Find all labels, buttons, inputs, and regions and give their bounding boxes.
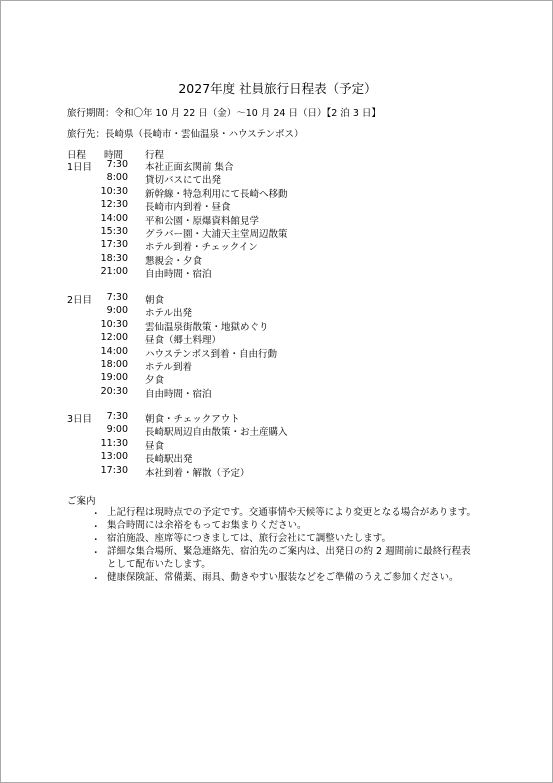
schedule-activity: 新幹線・特急利用にて長崎へ移動	[145, 188, 288, 200]
schedule-activity: 長崎市内到着・昼食	[145, 202, 231, 214]
note-body	[107, 571, 459, 584]
schedule-activity: 本社到着・解散（予定）	[145, 467, 250, 479]
schedule-row	[1, 186, 553, 199]
schedule-activity: 本社正面玄関前 集合	[145, 162, 234, 173]
schedule-row	[1, 411, 553, 424]
schedule-row	[1, 451, 553, 464]
schedule-time: 8:00	[106, 172, 128, 184]
schedule-activity: 長崎駅出発	[145, 454, 193, 466]
schedule-time: 20:30	[100, 385, 128, 397]
note-text: として配布いたします。	[107, 559, 211, 570]
schedule-time: 15:30	[100, 226, 128, 237]
schedule-row	[1, 305, 553, 318]
schedule-row	[1, 319, 553, 332]
schedule-activity: 雲仙温泉街散策・地獄めぐり	[145, 321, 269, 333]
schedule-activity: 朝食・チェックアウト	[145, 414, 240, 425]
schedule-activity: 昼食（郷土料理）	[145, 335, 222, 347]
schedule-time: 7:30	[106, 411, 128, 422]
schedule-activity: ホテル到着	[145, 362, 193, 373]
schedule-row	[1, 372, 553, 385]
schedule-time: 9:00	[106, 424, 128, 436]
schedule-time: 18:30	[100, 252, 128, 264]
schedule-activity: 貸切バスにて出発	[145, 175, 222, 187]
schedule-activity: 懇親会・夕食	[145, 255, 203, 267]
schedule-time: 18:00	[100, 359, 128, 370]
schedule-row	[1, 172, 553, 185]
travel-period: 旅行期間：令和〇年 10 月 22 日（金）～10 月 24 日（日）【2 泊 3 日】	[67, 108, 381, 119]
schedule-row	[1, 346, 553, 359]
schedule-time: 10:30	[100, 185, 128, 197]
schedule-time: 7:30	[106, 292, 128, 303]
note-text: 上記行程は現時点での予定です。交通事情や天候等により変更となる場合があります。	[107, 507, 476, 518]
schedule-time: 9:00	[106, 305, 128, 317]
notes-title: ご案内	[67, 496, 96, 507]
schedule-activity: ホテル到着・チェックイン	[145, 242, 258, 254]
schedule-row	[1, 332, 553, 345]
schedule-row	[1, 424, 553, 437]
schedule-time: 12:00	[100, 332, 128, 344]
schedule-activity: 朝食	[145, 295, 165, 306]
schedule-day: 3日目	[67, 414, 93, 425]
note-text: 詳細な集合場所、緊急連絡先、宿泊先のご案内は、出発日の約 2 週間前に最終行程表	[107, 546, 471, 557]
bullet-icon: ・	[91, 548, 101, 559]
schedule-row	[1, 438, 553, 451]
schedule-row	[1, 213, 553, 226]
schedule-row	[1, 359, 553, 372]
header-day: 日程	[67, 150, 87, 161]
schedule-time: 11:30	[100, 437, 128, 449]
schedule-activity: 夕食	[145, 375, 165, 387]
bullet-icon: ・	[91, 522, 101, 533]
schedule-activity: ハウステンボス到着・自由行動	[145, 348, 278, 360]
schedule-row	[1, 266, 553, 279]
bullet-icon: ・	[91, 574, 101, 585]
schedule-time: 10:30	[100, 318, 128, 330]
schedule-activity: 昼食	[145, 440, 165, 452]
schedule-row	[1, 226, 553, 239]
schedule-time: 17:30	[100, 464, 128, 476]
schedule-activity: 長崎駅周辺自由散策・お土産購入	[145, 427, 288, 439]
header-activity: 行程	[145, 150, 165, 161]
schedule-row	[1, 292, 553, 305]
bullet-icon: ・	[91, 509, 101, 520]
note-body	[107, 545, 471, 571]
schedule-row	[1, 386, 553, 399]
schedule-row	[1, 199, 553, 212]
schedule-activity: 自由時間・宿泊	[145, 388, 212, 400]
schedule-row	[1, 159, 553, 172]
schedule-row	[1, 465, 553, 478]
bullet-icon: ・	[91, 535, 101, 546]
schedule-time: 13:00	[100, 451, 128, 463]
note-text: 宿泊施設、座席等につきましては、旅行会社にて調整いたします。	[107, 533, 392, 544]
schedule-activity: 自由時間・宿泊	[145, 269, 212, 281]
schedule-day: 1日目	[67, 162, 93, 173]
header-time: 時間	[104, 150, 124, 161]
note-body	[107, 519, 307, 532]
document-title: 2027年度 社員旅行日程表（予定）	[178, 81, 377, 96]
schedule-activity: ホテル出発	[145, 308, 193, 320]
schedule-activity: 平和公園・原爆資料館見学	[145, 215, 260, 227]
schedule-time: 21:00	[100, 266, 128, 278]
schedule-row	[1, 239, 553, 252]
schedule-activity: グラバー園・大浦天主堂周辺散策	[145, 229, 288, 240]
note-text: 健康保険証、常備薬、雨具、動きやすい服装などをご準備のうえご参加ください。	[107, 572, 459, 583]
schedule-time: 12:30	[100, 199, 128, 211]
schedule-time: 17:30	[100, 239, 128, 251]
schedule-time: 14:00	[100, 212, 128, 224]
schedule-day: 2日目	[67, 295, 93, 306]
schedule-time: 14:00	[100, 345, 128, 357]
note-body	[107, 506, 476, 519]
travel-destination: 旅行先：長崎県（長崎市・雲仙温泉・ハウステンボス）	[67, 129, 304, 140]
schedule-time: 19:00	[100, 372, 128, 384]
note-body	[107, 532, 391, 545]
schedule-row	[1, 253, 553, 266]
schedule-time: 7:30	[106, 159, 128, 170]
note-text: 集合時間には余裕をもってお集まりください。	[107, 520, 307, 531]
